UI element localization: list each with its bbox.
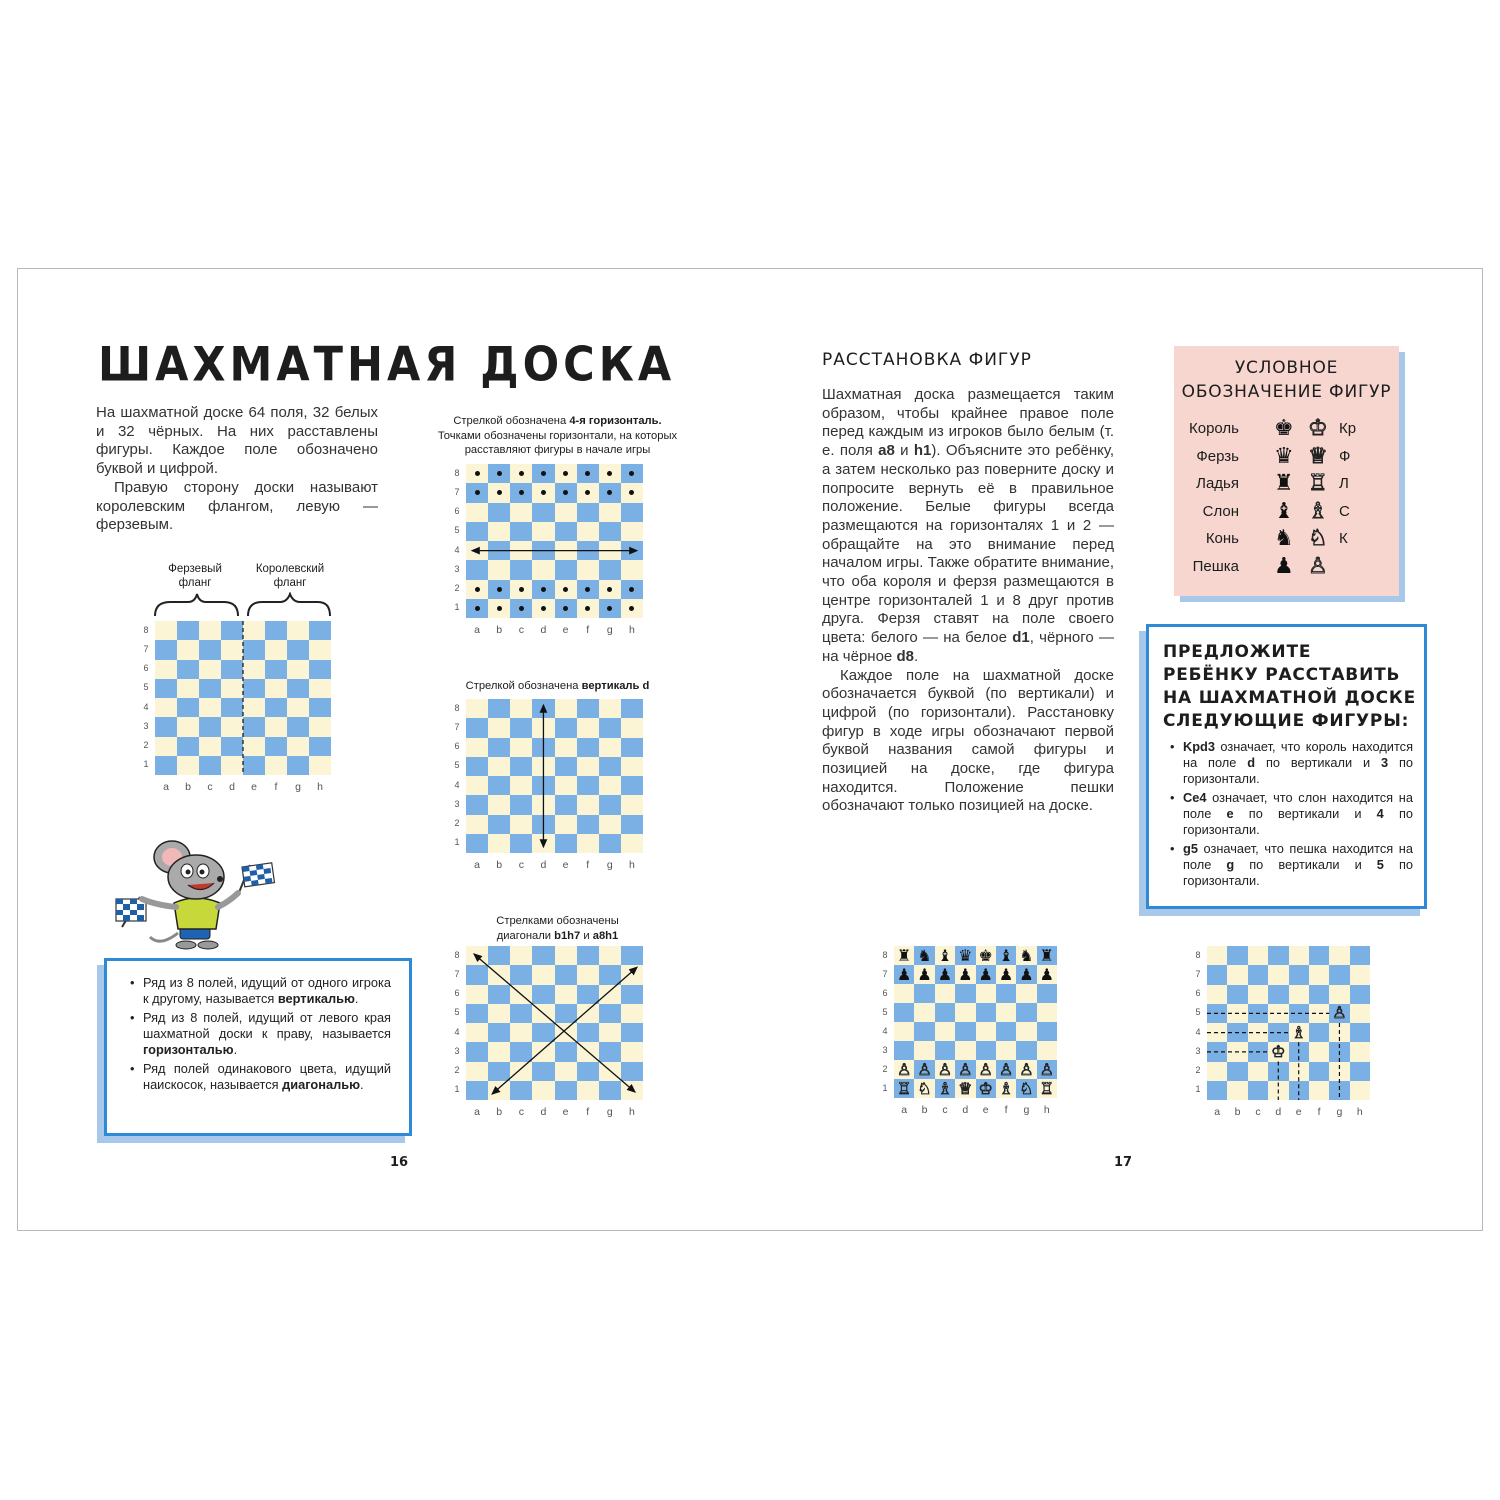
chess-piece-icon: ♘ (917, 1078, 932, 1098)
square-b5 (914, 1003, 934, 1022)
legend-piece-name: Слон (1202, 502, 1239, 520)
square-c8 (935, 946, 955, 965)
chess-piece-icon: ♜ (897, 945, 912, 965)
board-task-answer (1193, 946, 1370, 1122)
file-label: a (163, 781, 169, 793)
square-e2 (976, 1060, 996, 1079)
rank-label: 3 (1195, 1045, 1201, 1056)
square-h6 (1037, 984, 1057, 1003)
chess-piece-icon: ♜ (1039, 945, 1054, 965)
rank-label: 5 (454, 1007, 460, 1018)
rank-label: 5 (454, 760, 460, 771)
chess-piece-icon: ♔ (1271, 1041, 1286, 1061)
chess-piece-icon: ♟ (978, 964, 993, 984)
file-label: a (474, 624, 480, 636)
chess-piece-icon: ♟ (1019, 964, 1034, 984)
square-f1 (996, 1079, 1016, 1098)
file-label: d (962, 1104, 969, 1116)
legend-piece-name: Конь (1205, 530, 1239, 547)
file-label: d (540, 1106, 547, 1118)
square-e3 (976, 1041, 996, 1060)
square-a1 (894, 1079, 914, 1098)
file-label: a (1214, 1106, 1221, 1118)
square-d5 (955, 1003, 975, 1022)
file-label: b (496, 1106, 503, 1118)
square-e4 (976, 1022, 996, 1041)
file-label: d (540, 859, 547, 871)
square-b8 (914, 946, 934, 965)
square-g2 (1016, 1060, 1036, 1079)
file-label: g (295, 781, 301, 793)
chess-piece-icon: ♞ (917, 945, 932, 965)
rank-label: 2 (454, 583, 460, 594)
square-d8 (955, 946, 975, 965)
legend-abbr: Кр (1339, 420, 1357, 437)
setup-text (822, 386, 1114, 816)
rank-label: 1 (454, 1084, 460, 1095)
chess-piece-icon: ♕ (958, 1078, 973, 1098)
file-label: a (474, 1106, 480, 1118)
rank-label: 5 (882, 1006, 888, 1017)
rank-label: 3 (882, 1044, 888, 1055)
square-g8 (1016, 946, 1036, 965)
page-number-left: 16 (390, 1155, 409, 1170)
square-g7 (1016, 965, 1036, 984)
definition-diagonal: • Ряд полей одинакового цвета, идущий наискосок, называется диагональю. (143, 1061, 391, 1093)
chess-piece-icon: ♘ (1019, 1078, 1034, 1098)
legend-piece-name: Ладья (1196, 475, 1239, 492)
rank-label: 6 (454, 988, 460, 999)
square-c3 (935, 1041, 955, 1060)
legend-title: УСЛОВНОЕ ОБОЗНАЧЕНИЕ ФИГУР (1181, 358, 1392, 402)
square-e1 (976, 1079, 996, 1098)
page-number-right: 17 (1114, 1155, 1133, 1170)
file-label: f (274, 781, 278, 793)
caption-horizontal: Стрелкой обозначена 4-я горизонталь. Точками обозначены горизонтали, на которых расставляют фигуры в начале игры (437, 415, 678, 456)
file-label: e (562, 1106, 569, 1118)
file-label: f (586, 1106, 590, 1118)
rank-label: 3 (454, 798, 460, 809)
square-c4 (935, 1022, 955, 1041)
white-piece-icon: ♔ (1308, 416, 1328, 441)
legend-abbr: К (1339, 530, 1348, 547)
file-label: e (562, 859, 569, 871)
white-piece-icon: ♙ (1308, 553, 1328, 579)
board-initial-position (880, 946, 1057, 1120)
file-label: e (982, 1104, 989, 1116)
square-g6 (1016, 984, 1036, 1003)
chess-piece-icon: ♖ (1039, 1078, 1054, 1098)
white-piece-icon: ♖ (1308, 471, 1328, 496)
black-piece-icon: ♚ (1274, 416, 1294, 441)
chess-piece-icon: ♟ (1039, 964, 1054, 984)
black-piece-icon: ♜ (1274, 471, 1294, 496)
rank-label: 8 (454, 467, 460, 478)
legend-piece-name: Ферзь (1196, 447, 1239, 465)
rank-label: 4 (1195, 1026, 1201, 1037)
square-d7 (955, 965, 975, 984)
file-label: c (518, 624, 524, 636)
legend-row (1174, 471, 1399, 497)
chess-piece-icon: ♞ (1019, 945, 1034, 965)
square-f2 (996, 1060, 1016, 1079)
definition-horizontal: • Ряд из 8 полей, идущий от левого края шахматной доски к праву, называется горизонталью. (143, 1010, 391, 1058)
setup-paragraph-2: Каждое поле на шахматной доске обозначается буквой (по вертикали) и цифрой (по горизонтали). Расстановку фигур в ходе игры обозначают первой буквой названия самой фигуры и позицией на доске, где фигура находится. Положение пешки обозначают только позицией на доске. (822, 666, 1114, 815)
rank-label: 2 (454, 818, 460, 829)
mouse-illustration (110, 835, 280, 953)
file-label: g (606, 859, 613, 871)
file-label: e (562, 624, 569, 636)
file-label: b (496, 859, 503, 871)
square-g3 (1016, 1041, 1036, 1060)
chess-piece-icon: ♝ (998, 945, 1014, 965)
square-h8 (1037, 946, 1057, 965)
rank-label: 1 (1195, 1084, 1201, 1095)
rank-label: 1 (143, 759, 149, 770)
rank-label: 8 (1195, 949, 1201, 960)
page-title: ШАХМАТНАЯ ДОСКА (98, 337, 676, 393)
rank-label: 1 (454, 837, 460, 848)
intro-paragraph-2: Правую сторону доски называют королевским флангом, левую — ферзевым. (96, 478, 378, 534)
legend-abbr: Ф (1339, 447, 1351, 465)
square-d6 (955, 984, 975, 1003)
chess-piece-icon: ♙ (1332, 1003, 1347, 1023)
square-e7 (976, 965, 996, 984)
chess-piece-icon: ♙ (998, 1059, 1014, 1079)
file-label: b (1234, 1106, 1241, 1118)
file-label: f (1004, 1104, 1008, 1116)
legend-row (1174, 444, 1399, 470)
square-a7 (894, 965, 914, 984)
arrow-line (474, 954, 635, 1092)
legend-row (1174, 416, 1399, 442)
chess-piece-icon: ♛ (958, 945, 973, 965)
square-a4 (894, 1022, 914, 1041)
rank-label: 6 (1195, 988, 1201, 999)
square-f3 (996, 1041, 1016, 1060)
square-d1 (955, 1079, 975, 1098)
square-a5 (894, 1003, 914, 1022)
file-label: f (586, 624, 590, 636)
black-piece-icon: ♛ (1274, 443, 1294, 469)
intro-text (96, 404, 378, 535)
board-diagonals (452, 946, 643, 1122)
square-h2 (1037, 1060, 1057, 1079)
file-label: b (185, 781, 191, 793)
chessboard-grid (894, 946, 1057, 1098)
square-a8 (894, 946, 914, 965)
rank-label: 7 (454, 486, 460, 497)
rank-label: 2 (1195, 1065, 1201, 1076)
file-label: h (629, 624, 635, 636)
square-e8 (976, 946, 996, 965)
chess-piece-icon: ♔ (978, 1078, 993, 1098)
legend-piece-name: Пешка (1192, 557, 1239, 575)
square-d4 (955, 1022, 975, 1041)
square-a2 (894, 1060, 914, 1079)
intro-paragraph-1: На шахматной доске 64 поля, 32 белых и 32 чёрных. На них расставлены фигуры. Каждое поле обозначено буквой и цифрой. (96, 404, 378, 478)
square-a6 (894, 984, 914, 1003)
file-label: b (496, 624, 503, 636)
square-e6 (976, 984, 996, 1003)
file-label: a (474, 859, 480, 871)
chess-piece-icon: ♟ (917, 964, 932, 984)
chess-piece-icon: ♖ (897, 1078, 912, 1098)
black-piece-icon: ♞ (1274, 526, 1294, 551)
chess-piece-icon: ♗ (1291, 1022, 1306, 1042)
chess-piece-icon: ♙ (897, 1059, 912, 1079)
rank-label: 1 (882, 1082, 888, 1093)
black-piece-icon: ♝ (1274, 498, 1294, 524)
square-c1 (935, 1079, 955, 1098)
legend-abbr: С (1339, 502, 1350, 520)
square-c6 (935, 984, 955, 1003)
task-item-bishop: • Ce4 означает, что слон находится на поле e по вертикали и 4 по горизонтали. (1183, 790, 1413, 838)
board-overlay (155, 621, 331, 775)
legend-row (1174, 554, 1399, 580)
square-f6 (996, 984, 1016, 1003)
square-c2 (935, 1060, 955, 1079)
legend-piece-name: Король (1188, 420, 1239, 437)
board-overlay (466, 699, 643, 853)
file-label: g (606, 1106, 613, 1118)
file-label: h (1043, 1104, 1050, 1116)
square-c5 (935, 1003, 955, 1022)
chess-piece-icon: ♙ (917, 1059, 932, 1079)
task-list (1169, 739, 1413, 892)
rank-label: 8 (143, 624, 149, 635)
file-label: c (518, 859, 524, 871)
square-f7 (996, 965, 1016, 984)
rank-label: 8 (882, 949, 888, 960)
board-vertical (452, 699, 643, 875)
board-overlay (466, 464, 643, 618)
chess-piece-icon: ♙ (958, 1059, 973, 1079)
square-f4 (996, 1022, 1016, 1041)
chess-piece-icon: ♝ (937, 945, 953, 965)
white-piece-icon: ♘ (1308, 526, 1328, 551)
file-label: f (586, 859, 590, 871)
task-item-king: • Kpd3 означает, что король находится на поле d по вертикали и 3 по горизонтали. (1183, 739, 1413, 787)
rank-label: 8 (454, 702, 460, 713)
chess-piece-icon: ♟ (958, 964, 973, 984)
setup-paragraph-1: Шахматная доска размещается таким образом, чтобы крайнее правое поле перед каждым из игроков было белым (т. е. поля a8 и h1). Объясните это ребёнку, а затем несколько раз поверните доску и попросите вернуть её в правильное положение. Белые фигуры всегда размещаются на горизонталях 1 и 2 — обращайте на это внимание перед началом игры. Также обратите внимание, что оба короля и ферзя размещаются в центре горизонталей 1 и 8 друг против друга. Ферзя ставят на поле своего цвета: белого — на белое d1, чёрного — на чёрное d8. (822, 386, 1114, 665)
board-horizontal (452, 464, 643, 640)
section-heading: РАССТАНОВКА ФИГУР (822, 350, 1032, 370)
rank-label: 7 (454, 968, 460, 979)
task-item-pawn: • g5 означает, что пешка находится на поле g по вертикали и 5 по горизонтали. (1183, 841, 1413, 889)
rank-label: 4 (454, 1026, 460, 1037)
square-d2 (955, 1060, 975, 1079)
chess-piece-icon: ♟ (897, 964, 912, 984)
square-b4 (914, 1022, 934, 1041)
file-label: d (540, 624, 547, 636)
rank-label: 7 (454, 721, 460, 732)
rank-label: 2 (143, 740, 149, 751)
square-f5 (996, 1003, 1016, 1022)
chess-piece-icon: ♟ (998, 964, 1014, 984)
file-label: e (251, 781, 257, 793)
file-label: c (207, 781, 213, 793)
rank-label: 4 (882, 1025, 888, 1036)
rank-label: 6 (882, 987, 888, 998)
file-label: h (317, 781, 323, 793)
rank-label: 7 (1195, 968, 1201, 979)
file-label: d (1275, 1106, 1282, 1118)
chess-piece-icon: ♗ (998, 1078, 1014, 1098)
chess-piece-icon: ♙ (1039, 1059, 1054, 1079)
square-b7 (914, 965, 934, 984)
chess-piece-icon: ♗ (937, 1078, 953, 1098)
board-overlay (466, 946, 643, 1100)
rank-label: 4 (454, 544, 460, 555)
board-flanks (141, 621, 331, 797)
rank-label: 3 (454, 563, 460, 574)
square-a3 (894, 1041, 914, 1060)
file-label: g (1336, 1106, 1343, 1118)
rank-label: 5 (143, 682, 149, 693)
rank-label: 4 (143, 701, 149, 712)
white-piece-icon: ♕ (1308, 443, 1328, 469)
black-piece-icon: ♟ (1274, 553, 1294, 579)
square-h1 (1037, 1079, 1057, 1098)
square-b6 (914, 984, 934, 1003)
square-g4 (1016, 1022, 1036, 1041)
legend-row (1174, 499, 1399, 525)
white-piece-icon: ♗ (1308, 498, 1328, 524)
legend-abbr: Л (1339, 475, 1349, 492)
rank-label: 7 (143, 643, 149, 654)
file-label: f (1317, 1106, 1321, 1118)
rank-label: 8 (454, 949, 460, 960)
square-g5 (1016, 1003, 1036, 1022)
caption-vertical: Стрелкой обозначена вертикаль d (465, 680, 650, 692)
file-label: b (921, 1104, 928, 1116)
chess-piece-icon: ♙ (937, 1059, 953, 1079)
file-label: c (942, 1104, 948, 1116)
square-h7 (1037, 965, 1057, 984)
board-overlay (1207, 946, 1370, 1100)
rank-label: 4 (454, 779, 460, 790)
rank-label: 5 (454, 525, 460, 536)
square-c7 (935, 965, 955, 984)
king-flank-label: Королевский фланг (255, 563, 325, 589)
chess-piece-icon: ♟ (937, 964, 953, 984)
rank-label: 6 (454, 741, 460, 752)
square-g1 (1016, 1079, 1036, 1098)
rank-label: 3 (143, 720, 149, 731)
file-label: e (1295, 1106, 1302, 1118)
rank-label: 2 (882, 1063, 888, 1074)
rank-label: 5 (1195, 1007, 1201, 1018)
file-label: c (1255, 1106, 1261, 1118)
square-d3 (955, 1041, 975, 1060)
file-label: h (629, 859, 635, 871)
rank-label: 7 (882, 968, 888, 979)
file-label: a (901, 1104, 908, 1116)
rank-label: 2 (454, 1065, 460, 1076)
chess-piece-icon: ♚ (978, 945, 993, 965)
square-h4 (1037, 1022, 1057, 1041)
definitions-box (104, 958, 412, 1136)
rank-label: 6 (454, 506, 460, 517)
square-b3 (914, 1041, 934, 1060)
file-label: g (606, 624, 613, 636)
square-b1 (914, 1079, 934, 1098)
rank-label: 3 (454, 1045, 460, 1056)
task-box (1146, 624, 1427, 909)
square-b2 (914, 1060, 934, 1079)
square-h3 (1037, 1041, 1057, 1060)
legend-box (1174, 346, 1399, 596)
flank-braces (150, 592, 340, 620)
file-label: d (229, 781, 235, 793)
file-label: h (1356, 1106, 1363, 1118)
file-label: h (629, 1106, 635, 1118)
task-heading: ПРЕДЛОЖИТЕ РЕБЁНКУ РАССТАВИТЬ НА ШАХМАТНОЙ ДОСКЕ СЛЕДУЮЩИЕ ФИГУРЫ: (1163, 642, 1417, 731)
definition-vertical: • Ряд из 8 полей, идущий от одного игрока к другому, называется вертикалью. (143, 975, 391, 1007)
chess-piece-icon: ♙ (978, 1059, 993, 1079)
chess-piece-icon: ♙ (1019, 1059, 1034, 1079)
file-label: c (518, 1106, 524, 1118)
rank-label: 1 (454, 602, 460, 613)
file-label: g (1023, 1104, 1030, 1116)
square-e5 (976, 1003, 996, 1022)
queen-flank-label: Ферзевый фланг (168, 563, 222, 589)
definitions-list (107, 961, 409, 1093)
square-f8 (996, 946, 1016, 965)
legend-row (1174, 526, 1399, 552)
caption-diagonals: Стрелками обозначены диагонали b1h7 и a8h1 (496, 915, 619, 942)
square-h5 (1037, 1003, 1057, 1022)
rank-label: 6 (143, 663, 149, 674)
